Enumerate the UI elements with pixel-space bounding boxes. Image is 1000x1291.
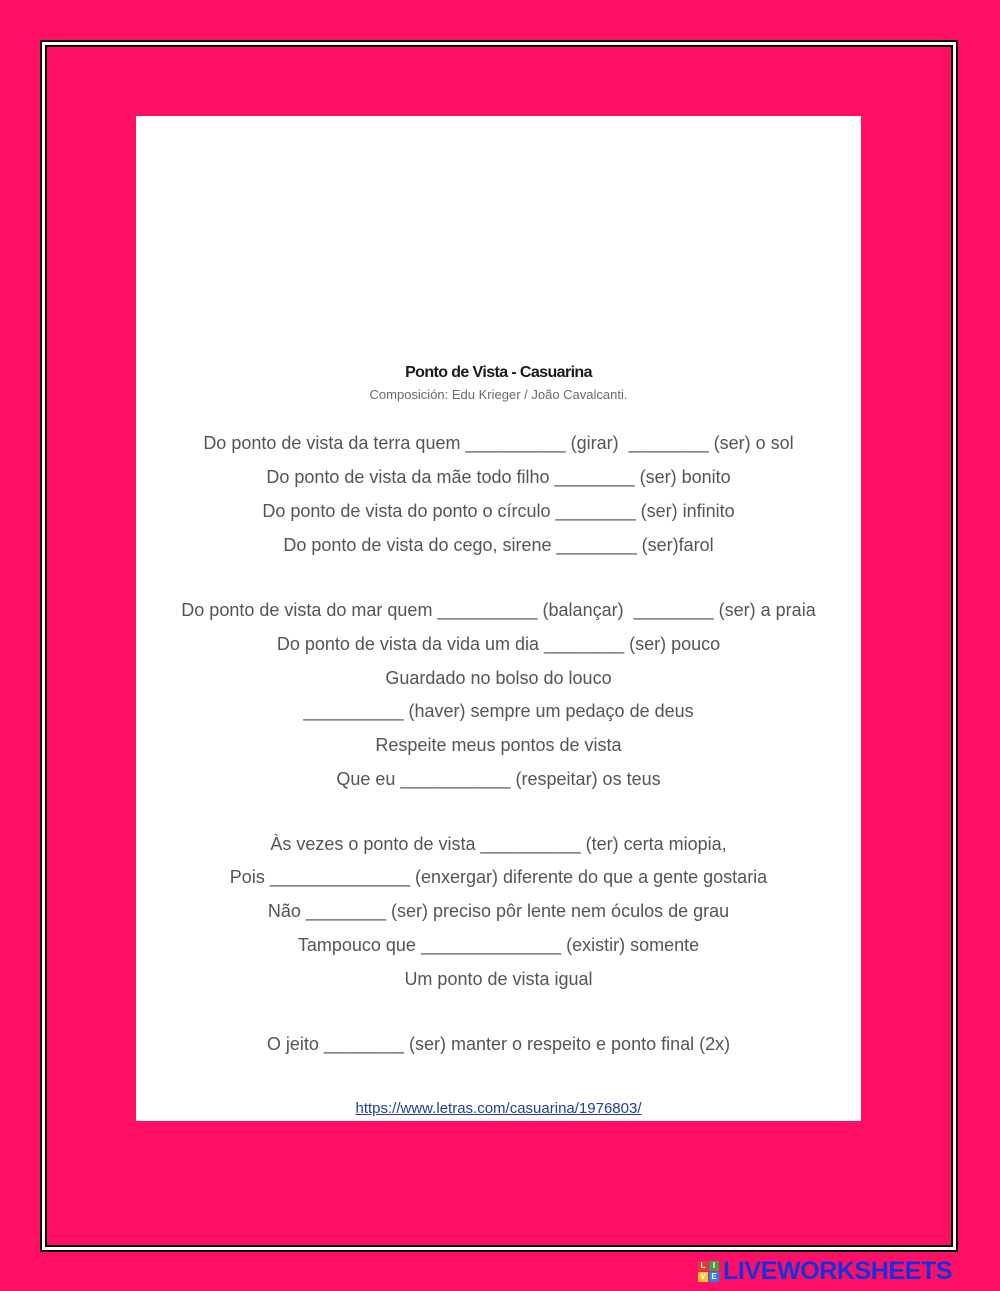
lyric-line: Não ________ (ser) preciso pôr lente nem óculos de grau bbox=[267, 901, 730, 921]
song-title: Ponto de Vista - Casuarina bbox=[405, 364, 592, 381]
lyric-line: Que eu ___________ (respeitar) os teus bbox=[336, 769, 661, 789]
lyric-line: Guardado no bolso do louco bbox=[385, 668, 612, 688]
lyric-line: Às vezes o ponto de vista __________ (ter) certa miopia, bbox=[270, 834, 727, 854]
lyric-line: Do ponto de vista da vida um dia ________ (ser) pouco bbox=[276, 634, 721, 654]
lyric-line: Do ponto de vista do mar quem __________ (balançar) ________ (ser) a praia bbox=[181, 600, 816, 620]
song-credits: Composición: Edu Krieger / João Cavalcanti. bbox=[369, 387, 628, 402]
lyric-line: Do ponto de vista do cego, sirene ________ (ser)farol bbox=[283, 535, 714, 555]
lyric-line: Um ponto de vista igual bbox=[404, 969, 593, 989]
liveworksheets-brand bbox=[698, 1258, 952, 1284]
lyric-line: O jeito ________ (ser) manter o respeito e ponto final (2x) bbox=[266, 1034, 731, 1054]
logo-letter: V bbox=[698, 1272, 708, 1282]
lyric-line: Do ponto de vista do ponto o círculo ________ (ser) infinito bbox=[262, 501, 735, 521]
lyric-line: Do ponto de vista da terra quem __________ (girar) ________ (ser) o sol bbox=[203, 433, 794, 453]
lyric-line: Tampouco que ______________ (existir) somente bbox=[297, 935, 700, 955]
brand-name: LIVEWORKSHEETS bbox=[723, 1256, 953, 1285]
logo-letter: I bbox=[709, 1261, 719, 1271]
logo-letter: L bbox=[698, 1261, 708, 1271]
worksheet-sheet bbox=[136, 116, 861, 1121]
logo-letter: E bbox=[709, 1272, 719, 1282]
lyric-line: Do ponto de vista da mãe todo filho ________ (ser) bonito bbox=[266, 467, 731, 487]
liveworksheets-logo-icon bbox=[698, 1261, 719, 1282]
lyric-line: Respeite meus pontos de vista bbox=[375, 735, 622, 755]
lyric-line: Pois ______________ (enxergar) diferente do que a gente gostaria bbox=[229, 867, 768, 887]
lyric-line: __________ (haver) sempre um pedaço de deus bbox=[303, 701, 694, 721]
source-link[interactable]: https://www.letras.com/casuarina/1976803/ bbox=[355, 1100, 642, 1117]
